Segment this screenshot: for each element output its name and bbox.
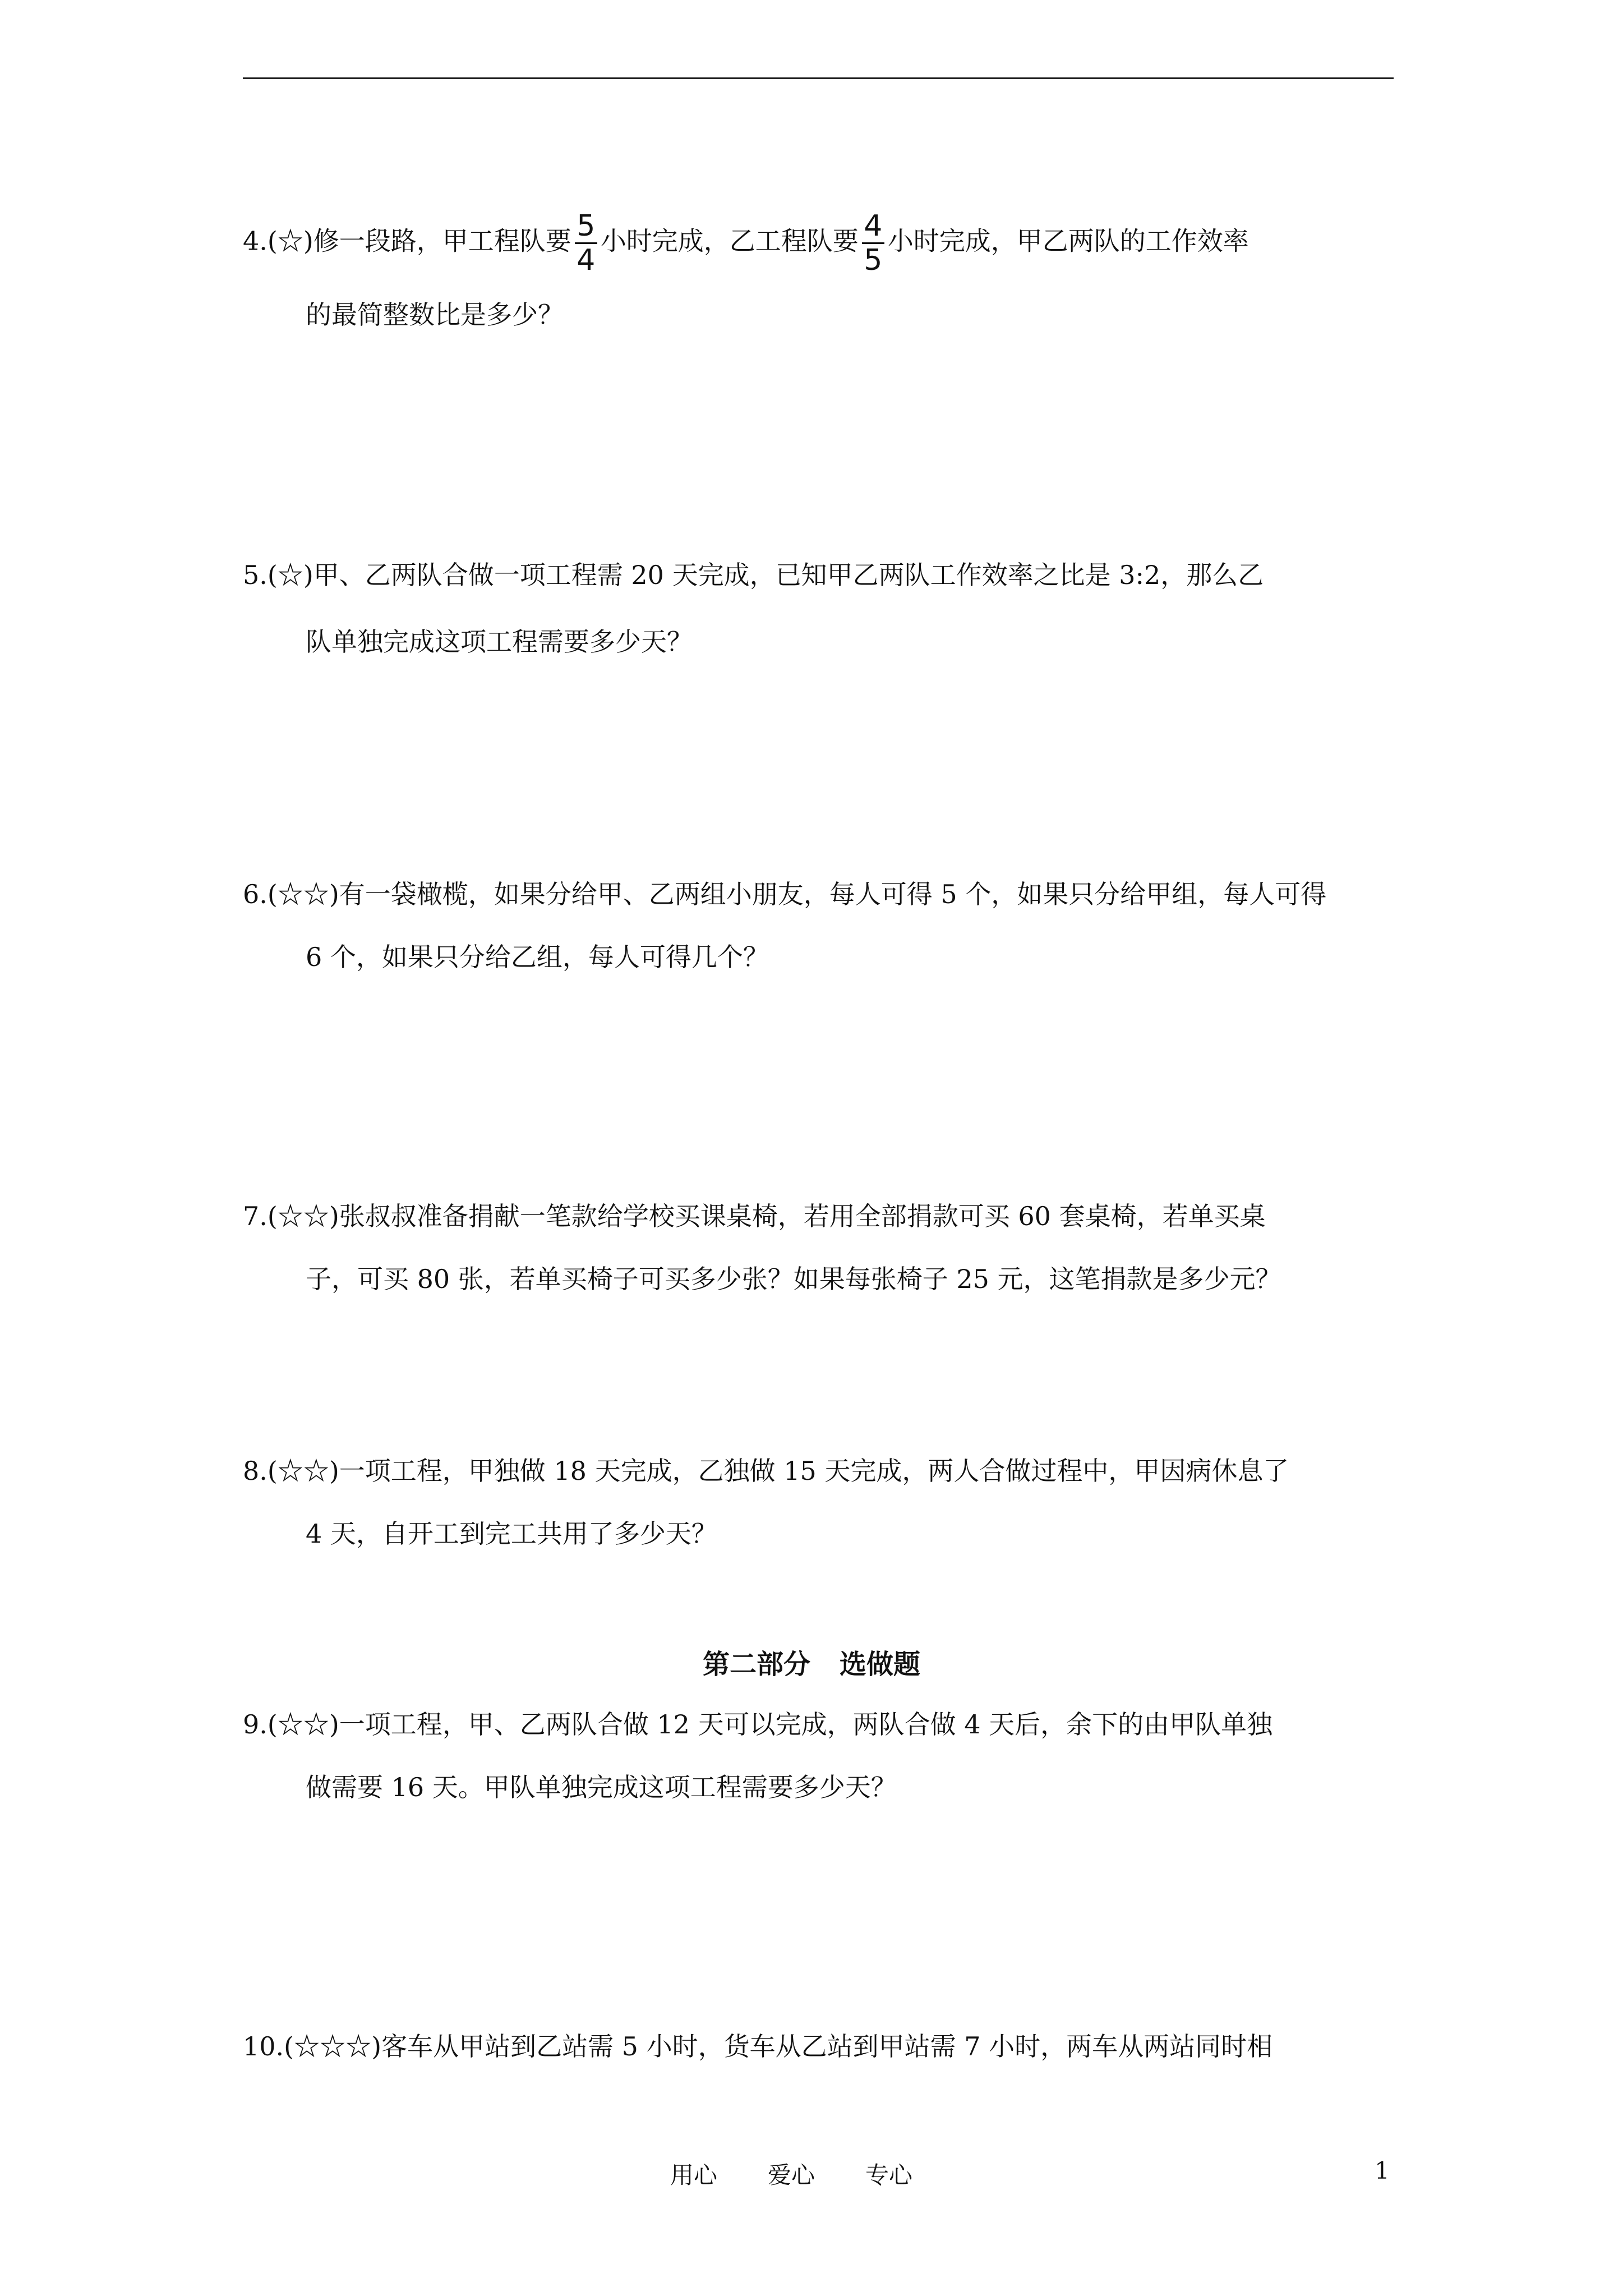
fraction <box>575 210 597 277</box>
question-number: 9. <box>243 1709 268 1740</box>
question-5-line-1 <box>243 558 1264 592</box>
question-text: 一项工程，甲独做 18 天完成，乙独做 15 天完成，两人合做过程中，甲因病休息了 <box>339 1456 1289 1486</box>
question-text: 客车从甲站到乙站需 5 小时，货车从乙站到甲站需 7 小时，两车从两站同时相 <box>381 2031 1273 2062</box>
question-text: 有一袋橄榄，如果分给甲、乙两组小朋友，每人可得 5 个，如果只分给甲组，每人可得 <box>339 879 1327 909</box>
question-6-line-2: 6 个，如果只分给乙组，每人可得几个？ <box>306 942 769 972</box>
question-number: 10. <box>243 2031 284 2062</box>
section-part: 第二部分 <box>702 1649 810 1680</box>
question-number: 7. <box>243 1201 268 1231</box>
question-number: 5. <box>243 560 268 590</box>
footer-motto: 爱心 <box>768 2161 815 2189</box>
question-number: 8. <box>243 1456 268 1486</box>
question-text: 小时完成，乙工程队要 <box>600 226 859 256</box>
difficulty-stars: (☆☆) <box>267 1456 339 1486</box>
difficulty-stars: (☆☆) <box>267 1201 339 1231</box>
page-number: 1 <box>1375 2157 1390 2184</box>
question-7-line-1 <box>243 1199 1266 1233</box>
question-4-line-1 <box>243 210 1249 277</box>
fraction-numerator: 4 <box>864 209 883 243</box>
question-text: 小时完成，甲乙两队的工作效率 <box>887 226 1249 256</box>
header-rule <box>243 77 1394 79</box>
question-text: 张叔叔准备捐献一笔款给学校买课桌椅，若用全部捐款可买 60 套桌椅，若单买桌 <box>339 1201 1266 1231</box>
fraction <box>862 210 884 277</box>
footer-mottos <box>670 2157 963 2191</box>
difficulty-stars: (☆) <box>267 226 313 256</box>
question-8-line-1 <box>243 1454 1289 1488</box>
question-9-line-1 <box>243 1708 1272 1741</box>
section-title: 选做题 <box>840 1649 921 1680</box>
footer-motto: 专心 <box>865 2161 913 2189</box>
question-number: 6. <box>243 879 268 909</box>
question-6-line-1 <box>243 877 1326 911</box>
question-9-line-2: 做需要 16 天。甲队单独完成这项工程需要多少天？ <box>306 1772 897 1802</box>
question-text: 甲、乙两队合做一项工程需 20 天完成，已知甲乙两队工作效率之比是 3:2，那么乙 <box>313 560 1264 590</box>
question-number: 4. <box>243 226 268 256</box>
question-text: 一项工程，甲、乙两队合做 12 天可以完成，两队合做 4 天后，余下的由甲队单独 <box>339 1709 1273 1740</box>
question-text: 修一段路，甲工程队要 <box>313 226 571 256</box>
question-10-line-1 <box>243 2030 1272 2063</box>
question-7-line-2: 子，可买 80 张，若单买椅子可买多少张？如果每张椅子 25 元，这笔捐款是多少元？ <box>306 1264 1281 1294</box>
footer-motto: 用心 <box>670 2161 718 2189</box>
fraction-denominator: 5 <box>864 243 883 277</box>
fraction-numerator: 5 <box>577 209 596 243</box>
fraction-denominator: 4 <box>577 243 596 277</box>
question-5-line-2: 队单独完成这项工程需要多少天？ <box>306 627 693 657</box>
difficulty-stars: (☆☆☆) <box>284 2031 382 2062</box>
question-8-line-2: 4 天，自开工到完工共用了多少天？ <box>306 1519 717 1549</box>
difficulty-stars: (☆☆) <box>267 1709 339 1740</box>
difficulty-stars: (☆☆) <box>267 879 339 909</box>
section-heading <box>0 1642 1623 1681</box>
difficulty-stars: (☆) <box>267 560 313 590</box>
question-4-line-2: 的最简整数比是多少？ <box>306 300 564 330</box>
